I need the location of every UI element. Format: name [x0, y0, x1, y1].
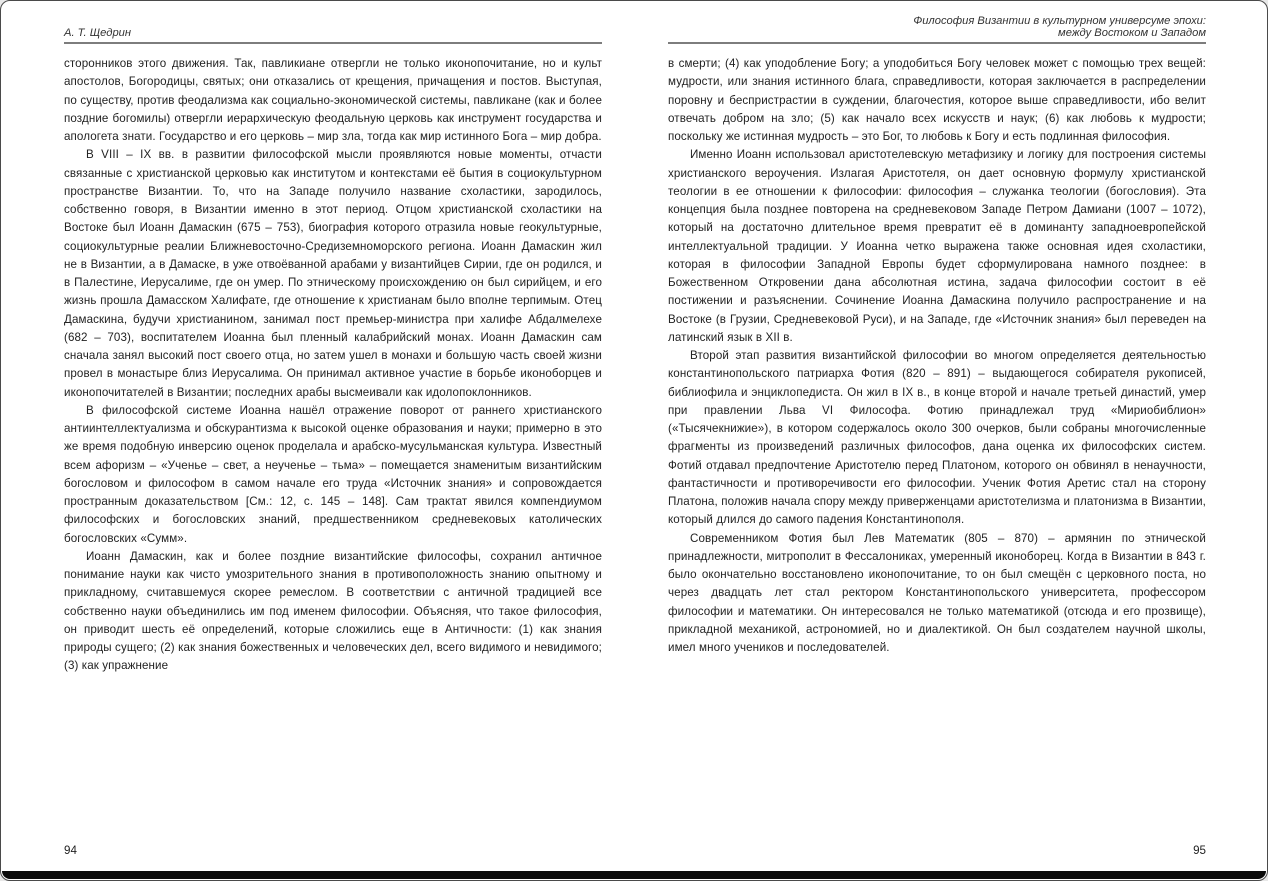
paragraph: Именно Иоанн использовал аристотелевскую метафизику и логику для построения системы христианского вероучения. Излагая Аристотеля, он дает основную формулу христианской теологии в ее отношении к философии: философия – служанка теологии (богословия). Эта концепция была позднее повторена на средневековом Западе Петром Дамиани (1007 – 1072), который на достаточно длительное время превратит её в доминанту западноевропейской интеллектуальной традиции. У Иоанна четко выражена также основная идея схоластики, которая в философии Западной Европы будет сформулирована намного позднее: в Божественном Откровении дана абсолютная истина, задача философии состоит в её постижении и разъяснении. Сочинение Иоанна Дамаскина получило распространение и на Востоке (в Грузии, Средневековой Руси), и на Западе, где «Источник знания» был переведен на латинский язык в XII в. [668, 148, 1206, 344]
paragraph: Второй этап развития византийской философии во многом определяется деятельностью константинопольского патриарха Фотия (820 – 891) – выдающегося собирателя рукописей, библиофила и энциклопедиста. Он жил в IX в., в конце второй и начале третьей династий, умер при правлении Льва VI Философа. Фотию принадлежал труд «Мириобиблион» («Тысячекнижие»), в котором содержалось около 300 очерков, были собраны многочисленные фрагменты из произведений различных философов, дана оценка их философских систем. Фотий отдавал предпочтение Аристотелю перед Платоном, которого он обвинял в ненаучности, фантастичности и противоречивости его философии. Ученик Фотия Аретис стал на сторону Платона, положив начала спору между приверженцами аристотелизма и платонизма в Византии, который длился до самого падения Константинополя. [668, 349, 1206, 527]
right-running-head [668, 14, 1206, 44]
left-page [64, 14, 602, 676]
right-page [668, 14, 1206, 657]
chapter-title-line2: между Востоком и Западом [1058, 26, 1206, 39]
scan-bottom-edge [2, 871, 1266, 879]
chapter-title-line1: Философия Византии в культурном универсуме эпохи: [913, 14, 1206, 27]
paragraph: Современником Фотия был Лев Математик (805 – 870) – армянин по этнической принадлежности, митрополит в Фессалониках, умеренный иконоборец. Когда в Византии в 843 г. было окончательно восстановлено иконопочитание, то он был смещён с церковного поста, но через двадцать лет стал ректором Константинопольского университета, профессором философии и математики. Он интересовался не только математикой (отсюда и его прозвище), прикладной механикой, астрономией, но и диалектикой. Он был создателем научной школы, имел много учеников и последователей. [668, 531, 1206, 654]
left-running-head [64, 14, 602, 44]
paragraph: В VIII – IX вв. в развитии философской мысли проявляются новые моменты, отчасти связанные с христианской церковью как институтом и контекстами её бытия в социокультурном пространстве Византии. То, что на Западе получило название схоластики, зародилось, собственно говоря, в Византии именно в этот период. Отцом христианской схоластики на Востоке был Иоанн Дамаскин (675 – 753), биография которого отразила новые геокультурные, социокультурные реалии Ближневосточно-Средиземноморского региона. Иоанн Дамаскин жил не в Византии, а в Дамаске, в уже отвоёванной арабами у византийцев Сирии, где он родился, и в Палестине, Иерусалиме, где он умер. По этническому происхождению он был сирийцем, и его жизнь прошла Дамасском Халифате, где отношение к христианам было вполне терпимым. Отец Дамаскина, будучи христианином, занимал пост премьер-министра при халифе Абдалмелехе (682 – 703), воспитателем Иоанна был пленный калабрийский монах. Иоанн Дамаскин сам сначала занял высокий пост своего отца, но затем ушел в монахи и большую часть своей жизни провел в монастыре близ Иерусалима. Он принимал активное участие в борьбе иконоборцев и иконопочитателей в Византии; последних арабы высмеивали как идолопоклонников. [64, 148, 602, 399]
paragraph: сторонников этого движения. Так, павликиане отвергли не только иконопочитание, но и культ апостолов, Богородицы, святых; они отказались от крещения, причащения и постов. Выступая, по существу, против феодализма как социально-экономической системы, павликане (как и более поздние богомилы) отвергли иерархическую феодальную церковь как инструмент государства и апологета знати. Государство и его церковь – мир зла, тогда как мир истинного Бога – мир добра. [64, 57, 602, 143]
right-page-number: 95 [1193, 844, 1206, 857]
paragraph: В философской системе Иоанна нашёл отражение поворот от раннего христианского антиинтеллектуализма и обскурантизма к высокой оценке образования и науки; примерно в это же время подобную инверсию оценок проделала и арабско-мусульманская культура. Известный всем афоризм – «Ученье – свет, а неученье – тьма» – помещается знаменитым византийским богословом и философом в самом начале его труда «Источник знания» и сопровождается пространным доказательством [См.: 12, с. 145 – 148]. Сам трактат явился компендиумом философских и богословских знаний, предшественником средневековых католических богословских «Сумм». [64, 403, 602, 545]
author-name: А. Т. Щедрин [64, 26, 132, 39]
paragraph: в смерти; (4) как уподобление Богу; а уподобиться Богу человек может с помощью трех вещей: мудрости, или знания истинного блага, справедливости, которая заключается в распределении поровну и беспристрастии в суждении, благочестия, которое выше справедливости, ибо велит отвечать добром на зло; (5) как начало всех искусств и наук; (6) как любовь к мудрости; поскольку же истинная мудрость – это Бог, то любовь к Богу и есть подлинная философия. [668, 57, 1206, 143]
left-page-body [64, 55, 602, 676]
right-page-body [668, 55, 1206, 657]
paragraph: Иоанн Дамаскин, как и более поздние византийские философы, сохранил античное понимание науки как чисто умозрительного знания в противоположность знанию опытному и прикладному, считавшемуся скорее ремеслом. В соответствии с античной традицией все собственно науки объединились им под именем философии. Объясняя, что такое философия, он приводит шесть её определений, которые сложились еще в Античности: (1) как знания природы сущего; (2) как знания божественных и человеческих дел, всего видимого и невидимого; (3) как упражнение [64, 549, 602, 673]
left-page-number: 94 [64, 844, 77, 857]
